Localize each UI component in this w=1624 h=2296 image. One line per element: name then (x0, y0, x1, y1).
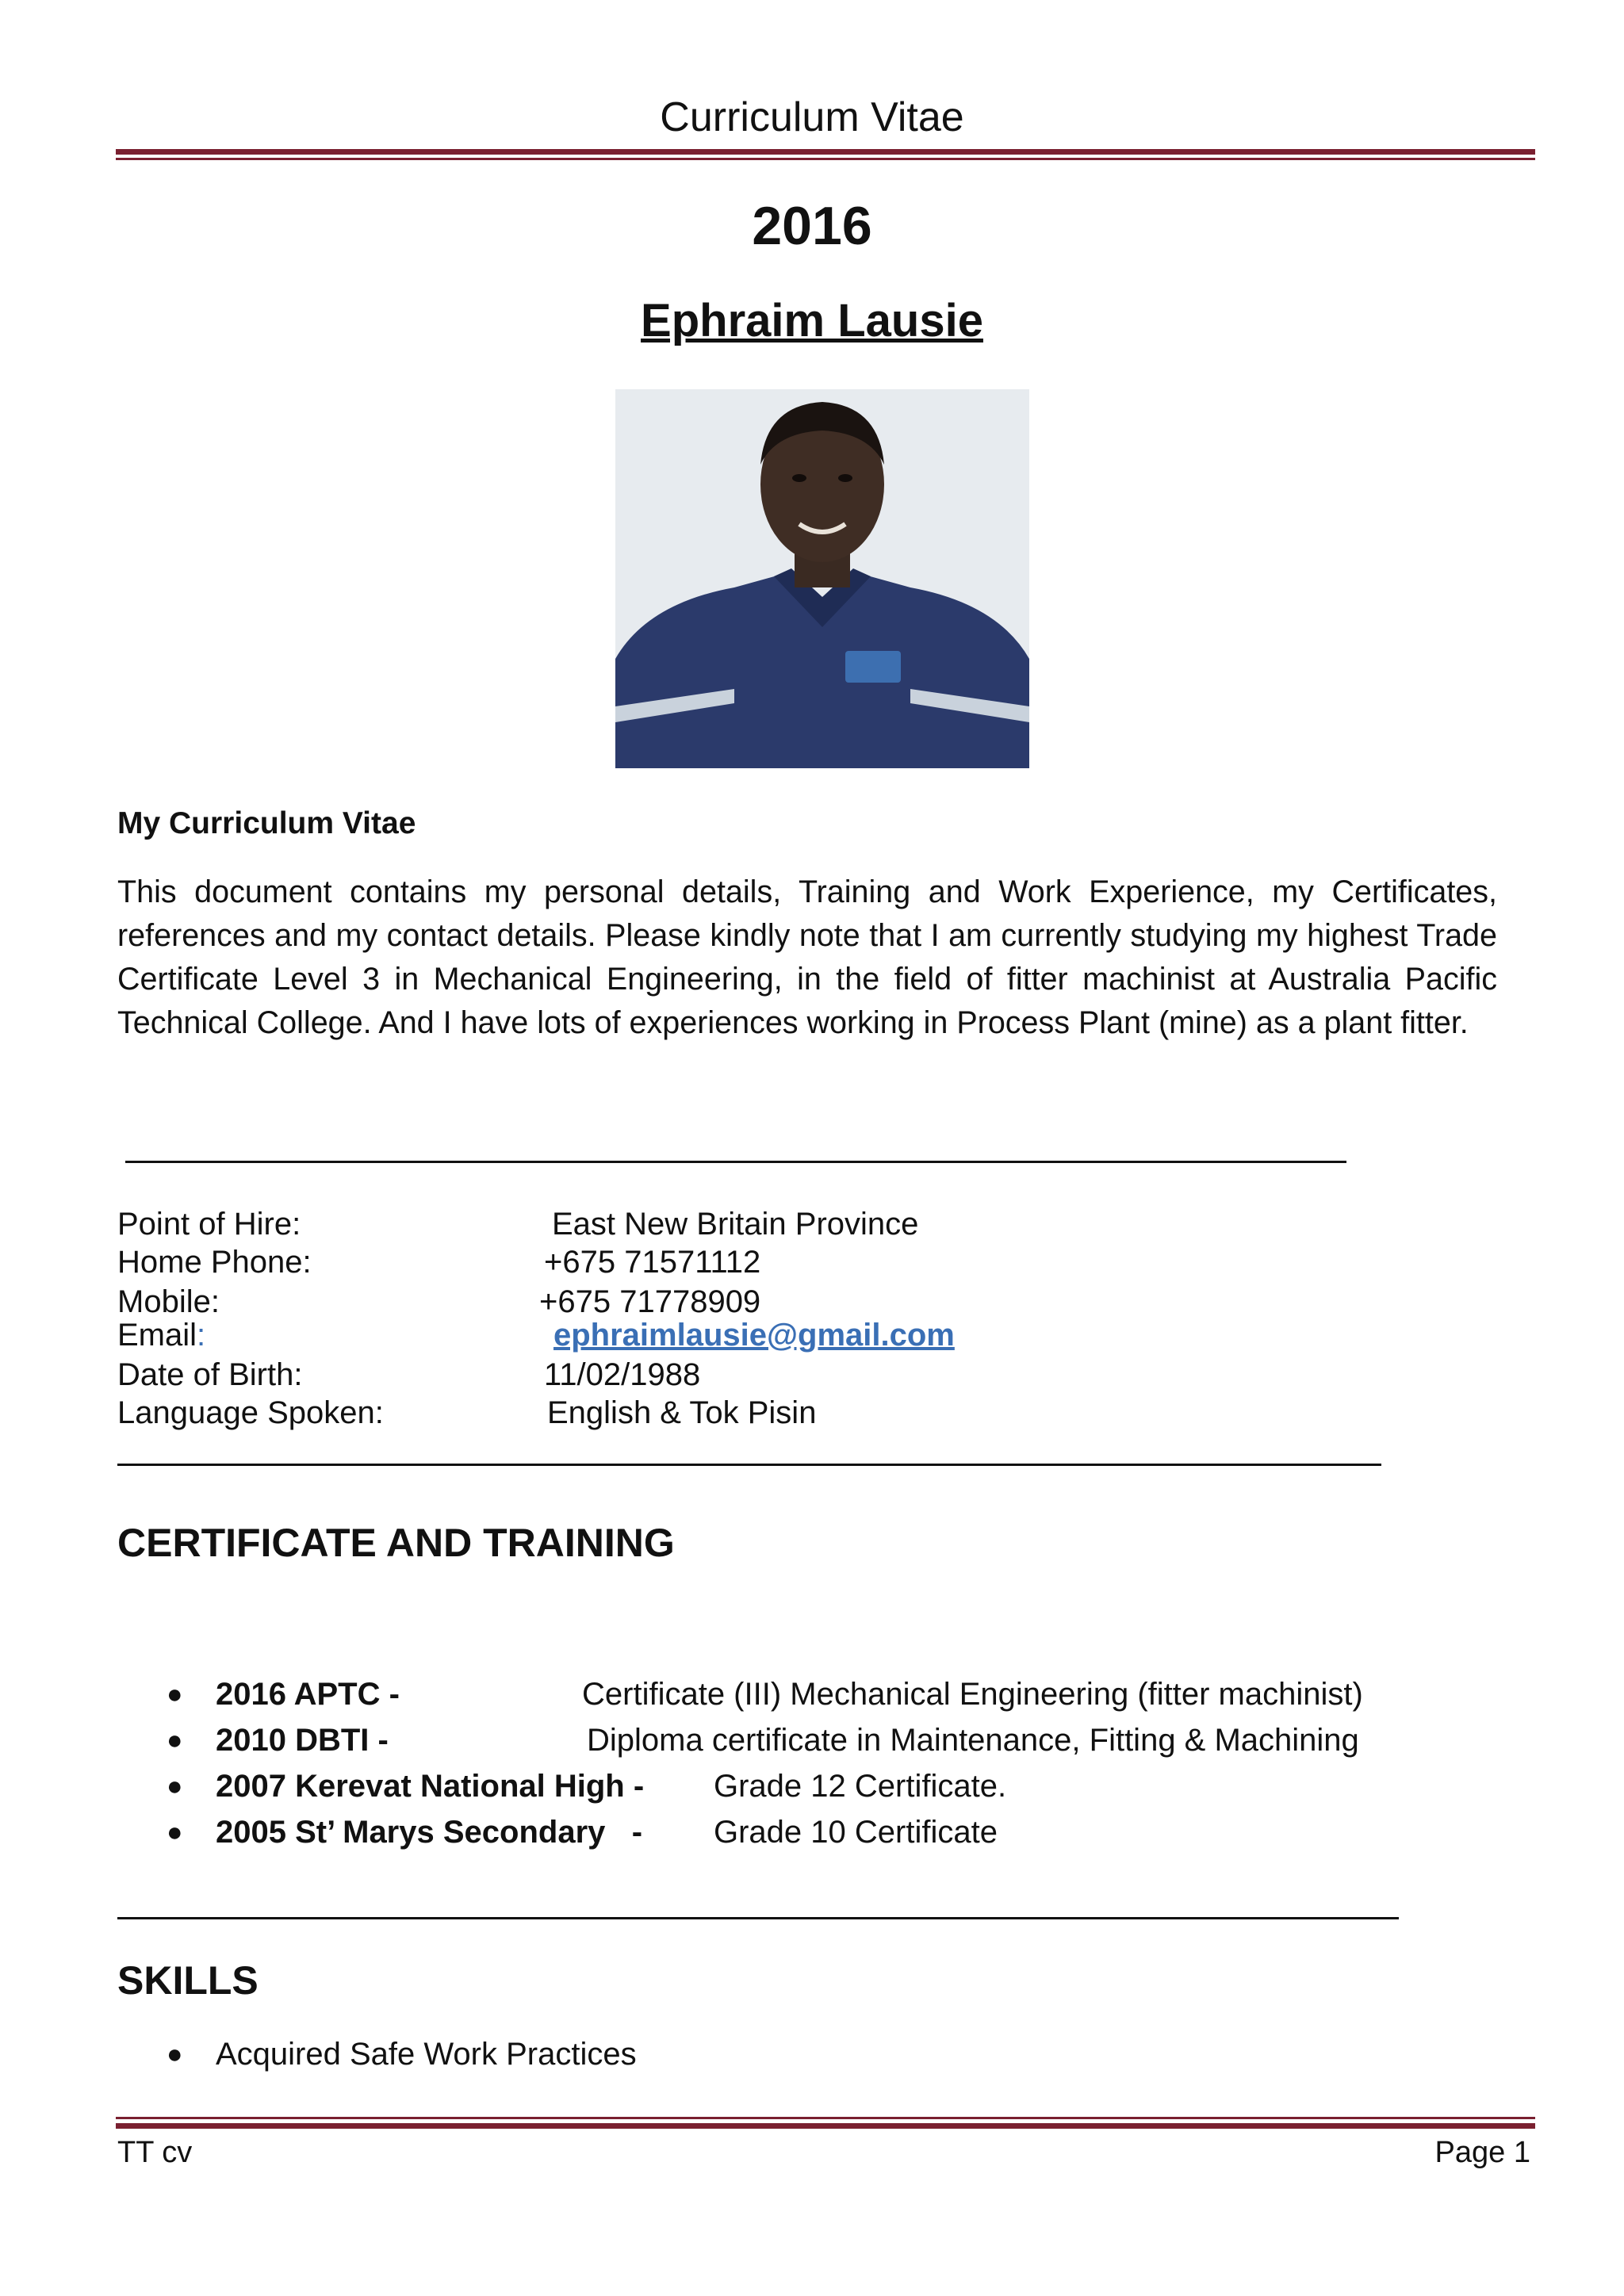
detail-value: East New Britain Province (552, 1207, 919, 1242)
skills-heading: SKILLS (117, 1958, 259, 2003)
intro-paragraph: This document contains my personal details, Training and Work Experience, my Certificates, references and my contact details. Please kindly note that I am currently studying my highest Trade Certificate Level 3 in Mechanical Engineering, in the field of fitter machinist at Australia Pacific Technical College. And I have lots of experiences working in Process Plant (mine) as a plant fitter. (117, 874, 1497, 1040)
divider-line (125, 1161, 1346, 1163)
header-title: Curriculum Vitae (660, 94, 964, 140)
footer-rule (116, 2123, 1535, 2129)
detail-label: Point of Hire: (117, 1207, 301, 1242)
header-rule-thin (116, 158, 1535, 160)
person-name: Ephraim Lausie (641, 295, 983, 346)
bullet-icon: ● (167, 1817, 183, 1847)
detail-value: +675 71778909 (539, 1284, 761, 1319)
detail-label: Date of Birth: (117, 1357, 303, 1392)
email-link[interactable]: ephraimlausie@gmail.com (553, 1318, 955, 1353)
profile-photo (615, 389, 1029, 768)
detail-value: English & Tok Pisin (547, 1395, 817, 1430)
bullet-icon: ● (167, 1679, 183, 1709)
bullet-icon: ● (167, 1725, 183, 1755)
certificates-heading: CERTIFICATE AND TRAINING (117, 1521, 675, 1565)
bullet-icon: ● (167, 2039, 183, 2069)
detail-label: Home Phone: (117, 1245, 312, 1280)
divider-line (117, 1917, 1399, 1919)
detail-value: 11/02/1988 (544, 1357, 701, 1392)
footer-left-text: TT cv (117, 2136, 193, 2169)
detail-label: Email: (117, 1318, 206, 1353)
cv-year: 2016 (752, 196, 872, 256)
detail-label: Language Spoken: (117, 1395, 384, 1430)
header-rule (116, 149, 1535, 155)
footer-page-number: Page 1 (1434, 2136, 1530, 2169)
footer-rule-thin (116, 2117, 1535, 2119)
detail-label: Mobile: (117, 1284, 220, 1319)
detail-value: +675 71571112 (544, 1245, 761, 1280)
divider-line (117, 1464, 1381, 1466)
bullet-icon: ● (167, 1771, 183, 1801)
intro-heading: My Curriculum Vitae (117, 806, 416, 840)
